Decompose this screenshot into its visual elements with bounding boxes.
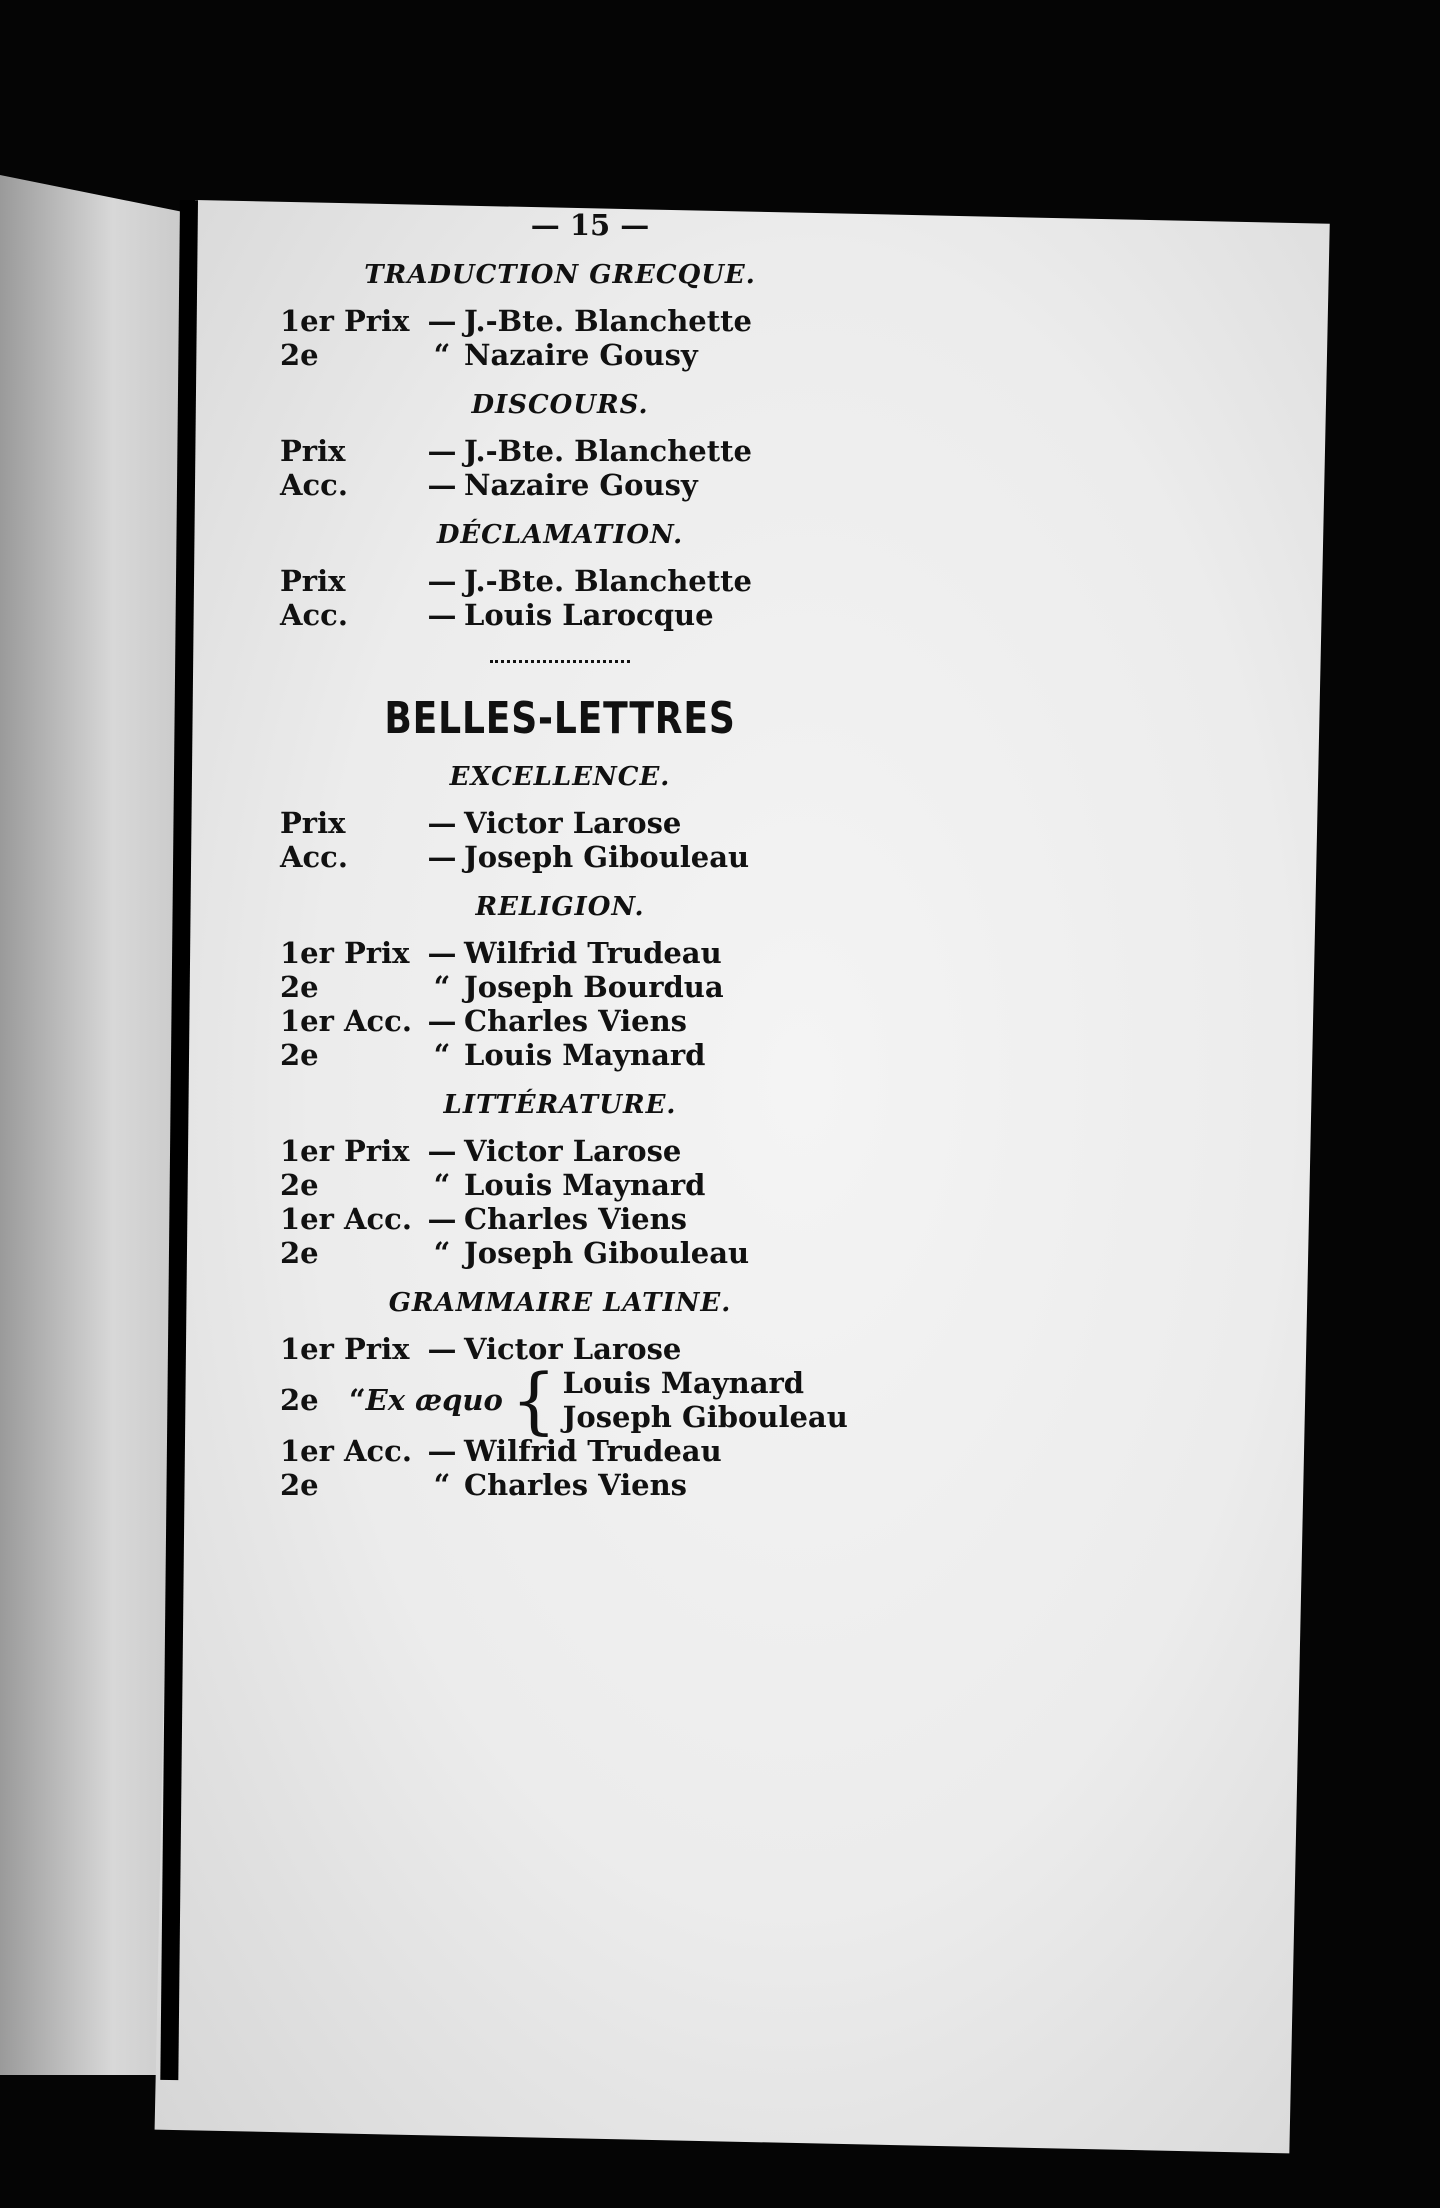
award-name: Charles Viens	[464, 1202, 687, 1236]
award-name: Nazaire Gousy	[464, 468, 698, 502]
belles-lettres-heading: BELLES-LETTRES	[384, 693, 736, 744]
award-section	[280, 260, 840, 372]
award-name: J.-Bte. Blanchette	[464, 564, 752, 598]
award-dash: “	[433, 1236, 451, 1270]
award-row	[280, 1134, 840, 1168]
award-row	[280, 1004, 840, 1038]
award-dash: “	[433, 1468, 451, 1502]
award-label: 1er Prix	[280, 304, 410, 338]
award-name: J.-Bte. Blanchette	[464, 434, 752, 468]
award-row	[280, 1168, 840, 1202]
award-name: Joseph Gibouleau	[562, 1400, 848, 1434]
award-row	[280, 970, 840, 1004]
ex-aequo-label: Ex æquo	[365, 1383, 503, 1417]
award-label: 1er Acc.	[280, 1202, 412, 1236]
sections-group-1	[280, 260, 840, 632]
award-name: Louis Maynard	[464, 1038, 706, 1072]
award-label: 1er Acc.	[280, 1434, 412, 1468]
award-dash: —	[427, 1134, 457, 1168]
award-dash: —	[427, 1202, 457, 1236]
award-row	[280, 806, 840, 840]
section-title: TRADUCTION GRECQUE.	[364, 260, 756, 290]
award-name: Victor Larose	[464, 1134, 682, 1168]
section-title: RELIGION.	[475, 892, 645, 922]
award-label: Prix	[280, 434, 346, 468]
award-row	[280, 936, 840, 970]
award-name: Wilfrid Trudeau	[464, 1434, 722, 1468]
award-row	[280, 598, 840, 632]
award-section	[280, 762, 840, 874]
award-row	[280, 1236, 840, 1270]
award-name: Joseph Gibouleau	[464, 840, 750, 874]
award-name: Joseph Gibouleau	[464, 1236, 750, 1270]
award-label: Prix	[280, 564, 346, 598]
sections-group-2	[280, 762, 840, 1270]
award-dash: —	[427, 304, 457, 338]
award-section	[280, 520, 840, 632]
award-label-text: 2e	[280, 1383, 319, 1417]
brace-glyph: {	[510, 1358, 557, 1442]
award-dash: “	[348, 1383, 366, 1417]
award-row	[280, 434, 840, 468]
award-dash: “	[433, 1168, 451, 1202]
award-label: Acc.	[280, 598, 348, 632]
award-dash: —	[427, 564, 457, 598]
award-dash: —	[427, 936, 457, 970]
award-row	[280, 338, 840, 372]
award-label: 2e	[280, 1468, 319, 1502]
award-dash: —	[427, 598, 457, 632]
award-name: Charles Viens	[464, 1004, 687, 1038]
section-title: DISCOURS.	[471, 390, 649, 420]
award-label: 2e	[280, 1168, 319, 1202]
award-name: J.-Bte. Blanchette	[464, 304, 752, 338]
ex-aequo-names	[563, 1366, 848, 1434]
left-page-edge	[0, 175, 188, 2075]
award-row	[280, 1434, 840, 1468]
award-row	[280, 468, 840, 502]
section-grammaire	[280, 1288, 848, 1502]
award-row	[280, 1038, 840, 1072]
award-dash: —	[427, 806, 457, 840]
award-label: 2e	[280, 1038, 319, 1072]
award-label	[280, 1383, 366, 1417]
award-name: Nazaire Gousy	[464, 338, 698, 372]
section-title: EXCELLENCE.	[449, 762, 671, 792]
award-name: Louis Larocque	[464, 598, 714, 632]
section-title: GRAMMAIRE LATINE.	[388, 1288, 732, 1318]
page-number: — 15 —	[530, 208, 650, 242]
award-label: 2e	[280, 970, 319, 1004]
award-name: Charles Viens	[464, 1468, 687, 1502]
award-name: Wilfrid Trudeau	[464, 936, 722, 970]
section-title: DÉCLAMATION.	[436, 520, 684, 550]
award-row	[280, 1468, 840, 1502]
award-dash: —	[427, 1332, 457, 1366]
award-name: Victor Larose	[464, 1332, 682, 1366]
page-content	[280, 208, 848, 1508]
award-name: Louis Maynard	[562, 1366, 805, 1400]
award-label: 2e	[280, 338, 319, 372]
award-row	[280, 304, 840, 338]
award-label: 1er Prix	[280, 1332, 410, 1366]
ornamental-rule	[490, 650, 630, 663]
award-section	[280, 892, 840, 1072]
award-dash: —	[427, 840, 457, 874]
award-row	[280, 1202, 840, 1236]
award-label: 1er Acc.	[280, 1004, 412, 1038]
section-title: LITTÉRATURE.	[443, 1090, 677, 1120]
award-row	[280, 564, 840, 598]
award-label: 2e	[280, 1236, 319, 1270]
award-name: Victor Larose	[464, 806, 682, 840]
ex-aequo-row	[280, 1358, 848, 1442]
award-label: 1er Prix	[280, 1134, 410, 1168]
award-dash: —	[427, 434, 457, 468]
award-section	[280, 1090, 840, 1270]
award-dash: “	[433, 1038, 451, 1072]
award-dash: —	[427, 468, 457, 502]
award-label: Acc.	[280, 468, 348, 502]
award-name: Joseph Bourdua	[464, 970, 724, 1004]
award-label: Acc.	[280, 840, 348, 874]
award-section	[280, 390, 840, 502]
award-label: Prix	[280, 806, 346, 840]
award-name: Louis Maynard	[464, 1168, 706, 1202]
award-row	[280, 840, 840, 874]
grammaire-rows	[280, 1434, 840, 1502]
award-dash: “	[433, 970, 451, 1004]
award-row	[280, 1332, 840, 1366]
award-label: 1er Prix	[280, 936, 410, 970]
award-dash: —	[427, 1004, 457, 1038]
award-dash: —	[427, 1434, 457, 1468]
award-dash: “	[433, 338, 451, 372]
